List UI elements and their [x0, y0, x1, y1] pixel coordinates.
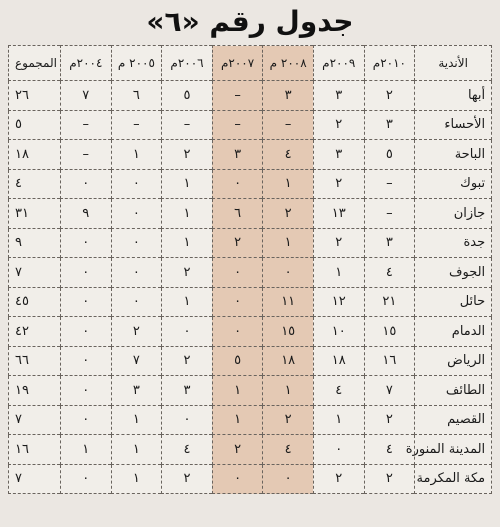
year-value-cell: ٢: [162, 464, 213, 494]
page-title: جدول رقم «٦»: [146, 5, 354, 38]
club-name-cell: جازان: [415, 199, 492, 229]
club-name-cell: مكة المكرمة: [415, 464, 492, 494]
year-value-cell: ١: [162, 199, 213, 229]
year-value-cell: ١١: [263, 287, 314, 317]
year-value-cell: ٥: [162, 81, 213, 111]
year-value-cell: ٠: [61, 228, 112, 258]
year-value-cell: ١: [263, 376, 314, 406]
table-row: [9, 110, 492, 140]
year-value-cell: ٢: [364, 464, 415, 494]
year-value-cell: ١: [111, 464, 162, 494]
year-value-cell: ٠: [111, 287, 162, 317]
table-row: [9, 317, 492, 347]
year-value-cell: ٠: [212, 258, 263, 288]
year-value-cell: ٠: [111, 199, 162, 229]
year-value-cell: ٩: [61, 199, 112, 229]
total-cell: ٧: [9, 258, 61, 288]
year-value-cell: ١: [313, 405, 364, 435]
year-value-cell: ٣: [364, 110, 415, 140]
year-value-cell: ١: [111, 140, 162, 170]
table-row: [9, 228, 492, 258]
total-cell: ٣١: [9, 199, 61, 229]
year-value-cell: ١: [212, 376, 263, 406]
club-name-cell: المدينة المنورة: [415, 435, 492, 465]
year-value-cell: ٣: [313, 81, 364, 111]
year-value-cell: ٠: [111, 228, 162, 258]
year-value-cell: –: [111, 110, 162, 140]
year-value-cell: ٢: [313, 464, 364, 494]
year-value-cell: ٠: [263, 258, 314, 288]
header-2005: ٢٠٠٥ م: [111, 46, 162, 81]
year-value-cell: ٢١: [364, 287, 415, 317]
year-value-cell: –: [364, 169, 415, 199]
table-row: [9, 435, 492, 465]
club-name-cell: الباحة: [415, 140, 492, 170]
year-value-cell: ٢: [313, 110, 364, 140]
total-cell: ٧: [9, 464, 61, 494]
year-value-cell: ١: [212, 405, 263, 435]
year-value-cell: ١: [162, 169, 213, 199]
year-value-cell: ٢: [263, 405, 314, 435]
year-value-cell: ١٨: [263, 346, 314, 376]
year-value-cell: ٢: [162, 258, 213, 288]
club-name-cell: حائل: [415, 287, 492, 317]
total-cell: ١٨: [9, 140, 61, 170]
header-2004: ٢٠٠٤م: [61, 46, 112, 81]
year-value-cell: ٠: [61, 287, 112, 317]
total-cell: ٢٦: [9, 81, 61, 111]
table-row: [9, 258, 492, 288]
year-value-cell: ٢: [162, 346, 213, 376]
table-row: [9, 405, 492, 435]
year-value-cell: ٠: [162, 405, 213, 435]
year-value-cell: ١٠: [313, 317, 364, 347]
year-value-cell: ٣: [162, 376, 213, 406]
year-value-cell: ٠: [61, 376, 112, 406]
club-name-cell: تبوك: [415, 169, 492, 199]
total-cell: ١٦: [9, 435, 61, 465]
table-row: [9, 199, 492, 229]
year-value-cell: ٦: [212, 199, 263, 229]
year-value-cell: ١٥: [364, 317, 415, 347]
year-value-cell: ٤: [263, 140, 314, 170]
year-value-cell: ٤: [364, 435, 415, 465]
year-value-cell: ٣: [263, 81, 314, 111]
year-value-cell: ٢: [212, 435, 263, 465]
year-value-cell: ٠: [212, 464, 263, 494]
header-2009: ٢٠٠٩م: [313, 46, 364, 81]
year-value-cell: ١٨: [313, 346, 364, 376]
year-value-cell: ٠: [212, 287, 263, 317]
club-name-cell: جدة: [415, 228, 492, 258]
total-cell: ٧: [9, 405, 61, 435]
year-value-cell: ٢: [212, 228, 263, 258]
year-value-cell: ٠: [263, 464, 314, 494]
year-value-cell: –: [212, 110, 263, 140]
club-name-cell: أبها: [415, 81, 492, 111]
year-value-cell: ١: [263, 169, 314, 199]
header-2010: ٢٠١٠م: [364, 46, 415, 81]
year-value-cell: ٢: [111, 317, 162, 347]
table-row: [9, 81, 492, 111]
year-value-cell: ٦: [111, 81, 162, 111]
table-row: [9, 346, 492, 376]
year-value-cell: ٠: [61, 464, 112, 494]
club-name-cell: الدمام: [415, 317, 492, 347]
year-value-cell: ٢: [364, 405, 415, 435]
year-value-cell: ١: [313, 258, 364, 288]
table-row: [9, 140, 492, 170]
year-value-cell: ٤: [364, 258, 415, 288]
year-value-cell: –: [61, 140, 112, 170]
table-row: [9, 169, 492, 199]
year-value-cell: ٥: [212, 346, 263, 376]
year-value-cell: ٠: [162, 317, 213, 347]
year-value-cell: ٢: [313, 169, 364, 199]
year-value-cell: ٧: [61, 81, 112, 111]
club-name-cell: الأحساء: [415, 110, 492, 140]
year-value-cell: ٠: [61, 258, 112, 288]
table-header-row: [9, 46, 492, 81]
total-cell: ٤: [9, 169, 61, 199]
year-value-cell: ٠: [313, 435, 364, 465]
table-body: [9, 81, 492, 494]
year-value-cell: –: [61, 110, 112, 140]
year-value-cell: ٠: [212, 317, 263, 347]
year-value-cell: ٣: [212, 140, 263, 170]
header-total: المجموع: [9, 46, 61, 81]
year-value-cell: ٧: [111, 346, 162, 376]
club-name-cell: الطائف: [415, 376, 492, 406]
year-value-cell: ٣: [364, 228, 415, 258]
year-value-cell: –: [364, 199, 415, 229]
year-value-cell: ٢: [313, 228, 364, 258]
total-cell: ٥: [9, 110, 61, 140]
header-2006: ٢٠٠٦م: [162, 46, 213, 81]
year-value-cell: ٢: [364, 81, 415, 111]
year-value-cell: –: [212, 81, 263, 111]
year-value-cell: ٢: [162, 140, 213, 170]
year-value-cell: ٣: [313, 140, 364, 170]
year-value-cell: ٠: [111, 169, 162, 199]
year-value-cell: ١: [162, 287, 213, 317]
header-clubs: الأندية: [415, 46, 492, 81]
year-value-cell: ١: [162, 228, 213, 258]
club-name-cell: القصيم: [415, 405, 492, 435]
year-value-cell: ٤: [162, 435, 213, 465]
total-cell: ٤٢: [9, 317, 61, 347]
year-value-cell: ٠: [61, 169, 112, 199]
year-value-cell: ١: [61, 435, 112, 465]
year-value-cell: ٠: [61, 405, 112, 435]
header-2007: ٢٠٠٧م: [212, 46, 263, 81]
year-value-cell: ٠: [212, 169, 263, 199]
table-row: [9, 287, 492, 317]
year-value-cell: ٠: [61, 346, 112, 376]
clubs-table: [8, 45, 492, 494]
year-value-cell: ٥: [364, 140, 415, 170]
year-value-cell: ٠: [111, 258, 162, 288]
club-name-cell: الرياض: [415, 346, 492, 376]
table-row: [9, 464, 492, 494]
year-value-cell: –: [263, 110, 314, 140]
total-cell: ٤٥: [9, 287, 61, 317]
year-value-cell: ١: [263, 228, 314, 258]
year-value-cell: ١٣: [313, 199, 364, 229]
total-cell: ٩: [9, 228, 61, 258]
year-value-cell: ٣: [111, 376, 162, 406]
year-value-cell: –: [162, 110, 213, 140]
year-value-cell: ٧: [364, 376, 415, 406]
table-row: [9, 376, 492, 406]
year-value-cell: ١: [111, 435, 162, 465]
year-value-cell: ٤: [313, 376, 364, 406]
year-value-cell: ٢: [263, 199, 314, 229]
year-value-cell: ١٦: [364, 346, 415, 376]
year-value-cell: ٤: [263, 435, 314, 465]
year-value-cell: ١٢: [313, 287, 364, 317]
total-cell: ٦٦: [9, 346, 61, 376]
header-2008: ٢٠٠٨ م: [263, 46, 314, 81]
club-name-cell: الجوف: [415, 258, 492, 288]
year-value-cell: ١٥: [263, 317, 314, 347]
total-cell: ١٩: [9, 376, 61, 406]
year-value-cell: ٠: [61, 317, 112, 347]
year-value-cell: ١: [111, 405, 162, 435]
